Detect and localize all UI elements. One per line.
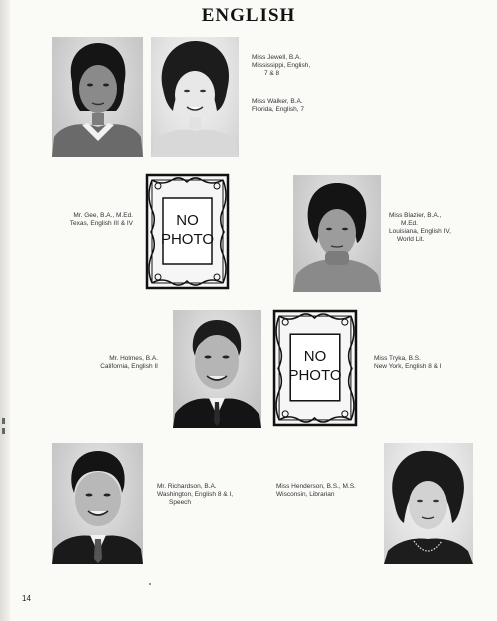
caption-line: Speech	[169, 499, 192, 506]
caption-line: M.Ed.	[401, 220, 418, 227]
caption-line: Washington, English 8 & I,	[157, 491, 233, 498]
caption-line: Wisconsin, Librarian	[276, 491, 335, 498]
no-photo-text-line2: PHOTO	[288, 367, 342, 384]
caption-miss-tryka	[374, 355, 442, 371]
caption-line: Mr. Holmes, B.A.	[109, 355, 158, 362]
caption-mr-holmes	[60, 355, 158, 371]
caption-line: Miss Blazier, B.A.,	[389, 212, 442, 219]
caption-line: Louisiana, English IV,	[389, 228, 451, 235]
caption-mr-gee	[38, 212, 133, 228]
no-photo-frame-mr-gee	[144, 172, 231, 291]
caption-line: Florida, English, 7	[252, 106, 305, 113]
binding-mark	[2, 428, 5, 434]
caption-line: 7 & 8	[264, 70, 280, 77]
portrait-miss-blazier	[293, 175, 381, 292]
no-photo-frame-miss-tryka	[271, 308, 359, 428]
caption-miss-blazier	[389, 212, 451, 244]
caption-line: Mississippi, English,	[252, 62, 311, 69]
caption-line: Miss Walker, B.A.	[252, 98, 303, 105]
portrait-miss-henderson	[384, 443, 473, 564]
caption-line: Miss Henderson, B.S., M.S.	[276, 483, 356, 490]
caption-line: Miss Tryka, B.S.	[374, 355, 421, 362]
caption-line: World Lit.	[397, 236, 425, 243]
caption-mr-richardson	[157, 483, 233, 507]
binding-mark	[2, 418, 5, 424]
page-title: ENGLISH	[201, 5, 296, 26]
caption-line: Mr. Gee, B.A., M.Ed.	[73, 212, 133, 219]
caption-miss-jewell	[252, 54, 310, 78]
caption-line: New York, English 8 & I	[374, 363, 442, 370]
caption-miss-walker	[252, 98, 304, 114]
portrait-mr-holmes	[173, 310, 261, 428]
portrait-miss-jewell	[52, 37, 143, 157]
portrait-mr-richardson	[52, 443, 143, 564]
no-photo-text-line2: PHOTO	[160, 231, 215, 248]
caption-line: Mr. Richardson, B.A.	[157, 483, 217, 490]
caption-line: Miss Jewell, B.A.	[252, 54, 302, 61]
portrait-miss-walker	[151, 37, 239, 157]
caption-miss-henderson	[276, 483, 356, 499]
page-number: 14	[22, 594, 31, 603]
print-speck	[149, 583, 151, 585]
page-binding-edge	[0, 0, 10, 621]
caption-line: California, English II	[100, 363, 158, 370]
no-photo-text-line1: NO	[176, 212, 199, 229]
caption-line: Texas, English III & IV	[69, 220, 133, 227]
no-photo-text-line1: NO	[303, 348, 327, 365]
